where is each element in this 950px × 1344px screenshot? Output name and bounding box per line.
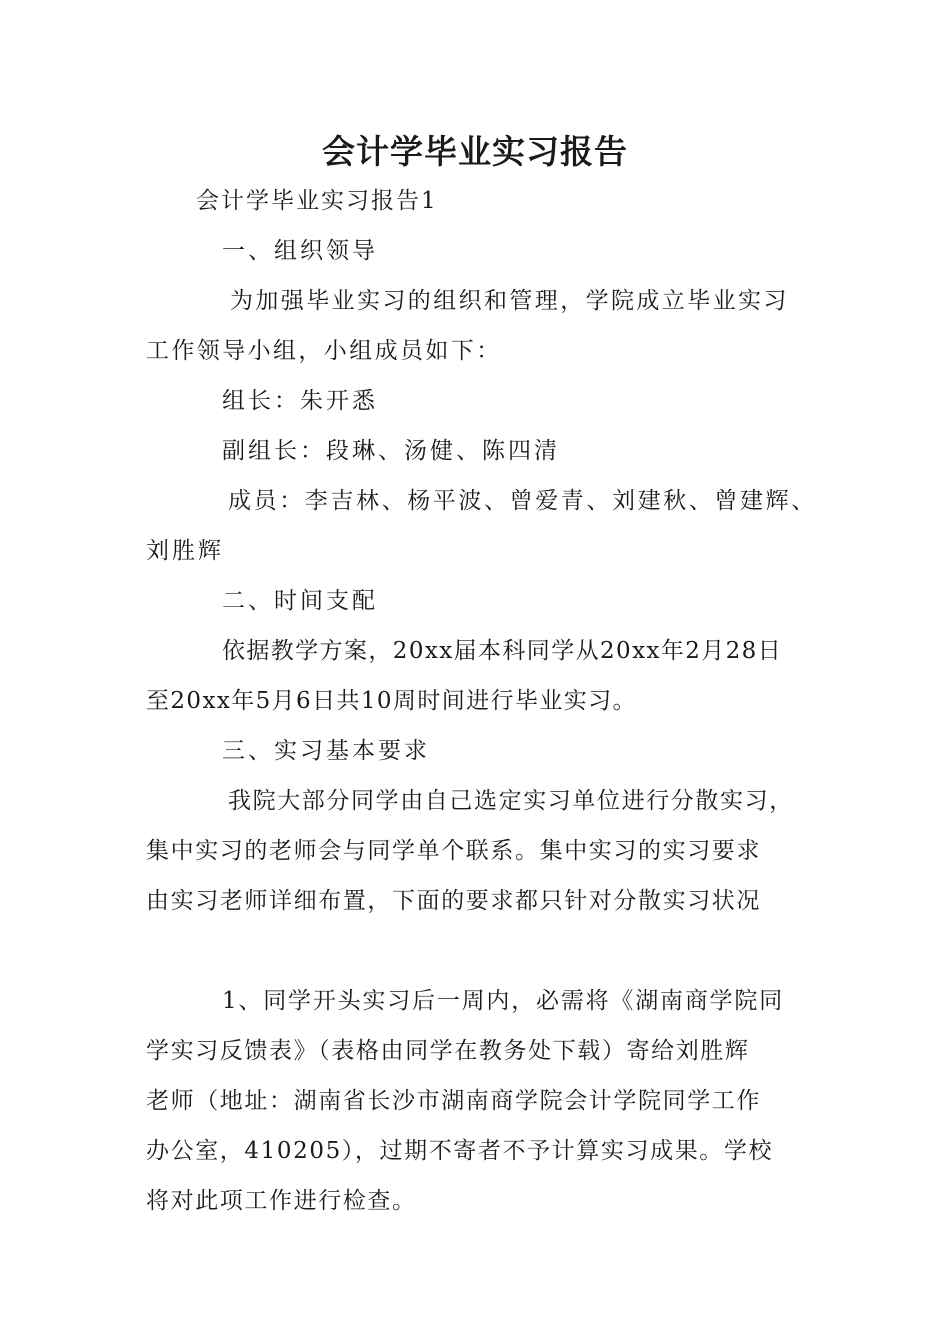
paragraph-line: 工作领导小组，小组成员如下： bbox=[146, 338, 502, 364]
section-heading-2: 二、时间支配 bbox=[222, 588, 378, 614]
paragraph-line: 1、同学开头实习后一周内，必需将《湖南商学院同 bbox=[222, 988, 785, 1014]
section-heading-1: 一、组织领导 bbox=[222, 238, 378, 264]
paragraph-line: 为加强毕业实习的组织和管理，学院成立毕业实习 bbox=[230, 288, 789, 314]
paragraph-line: 将对此项工作进行检查。 bbox=[146, 1188, 417, 1214]
paragraph-line: 老师（地址：湖南省长沙市湖南商学院会计学院同学工作 bbox=[146, 1088, 761, 1114]
document-title: 会计学毕业实习报告 bbox=[322, 132, 628, 171]
paragraph-line: 办公室，410205），过期不寄者不予计算实习成果。学校 bbox=[146, 1138, 774, 1164]
paragraph-line: 学实习反馈表》（表格由同学在教务处下载）寄给刘胜辉 bbox=[146, 1038, 750, 1064]
paragraph-line: 由实习老师详细布置，下面的要求都只针对分散实习状况 bbox=[146, 888, 761, 914]
paragraph-line: 成员：李吉林、杨平波、曾爱青、刘建秋、曾建辉、 bbox=[228, 488, 817, 514]
paragraph-line: 我院大部分同学由自己选定实习单位进行分散实习， bbox=[228, 788, 794, 814]
paragraph-line: 集中实习的老师会与同学单个联系。集中实习的实习要求 bbox=[146, 838, 761, 864]
paragraph-line: 刘胜辉 bbox=[146, 538, 224, 564]
paragraph-line: 依据教学方案，20xx届本科同学从20xx年2月28日 bbox=[222, 638, 783, 664]
section-heading-3: 三、实习基本要求 bbox=[222, 738, 430, 764]
subtitle-line: 会计学毕业实习报告1 bbox=[196, 188, 438, 214]
paragraph-line: 至20xx年5月6日共10周时间进行毕业实习。 bbox=[146, 688, 637, 714]
paragraph-line: 组长：朱开悉 bbox=[222, 388, 378, 414]
paragraph-line: 副组长：段琳、汤健、陈四清 bbox=[222, 438, 560, 464]
